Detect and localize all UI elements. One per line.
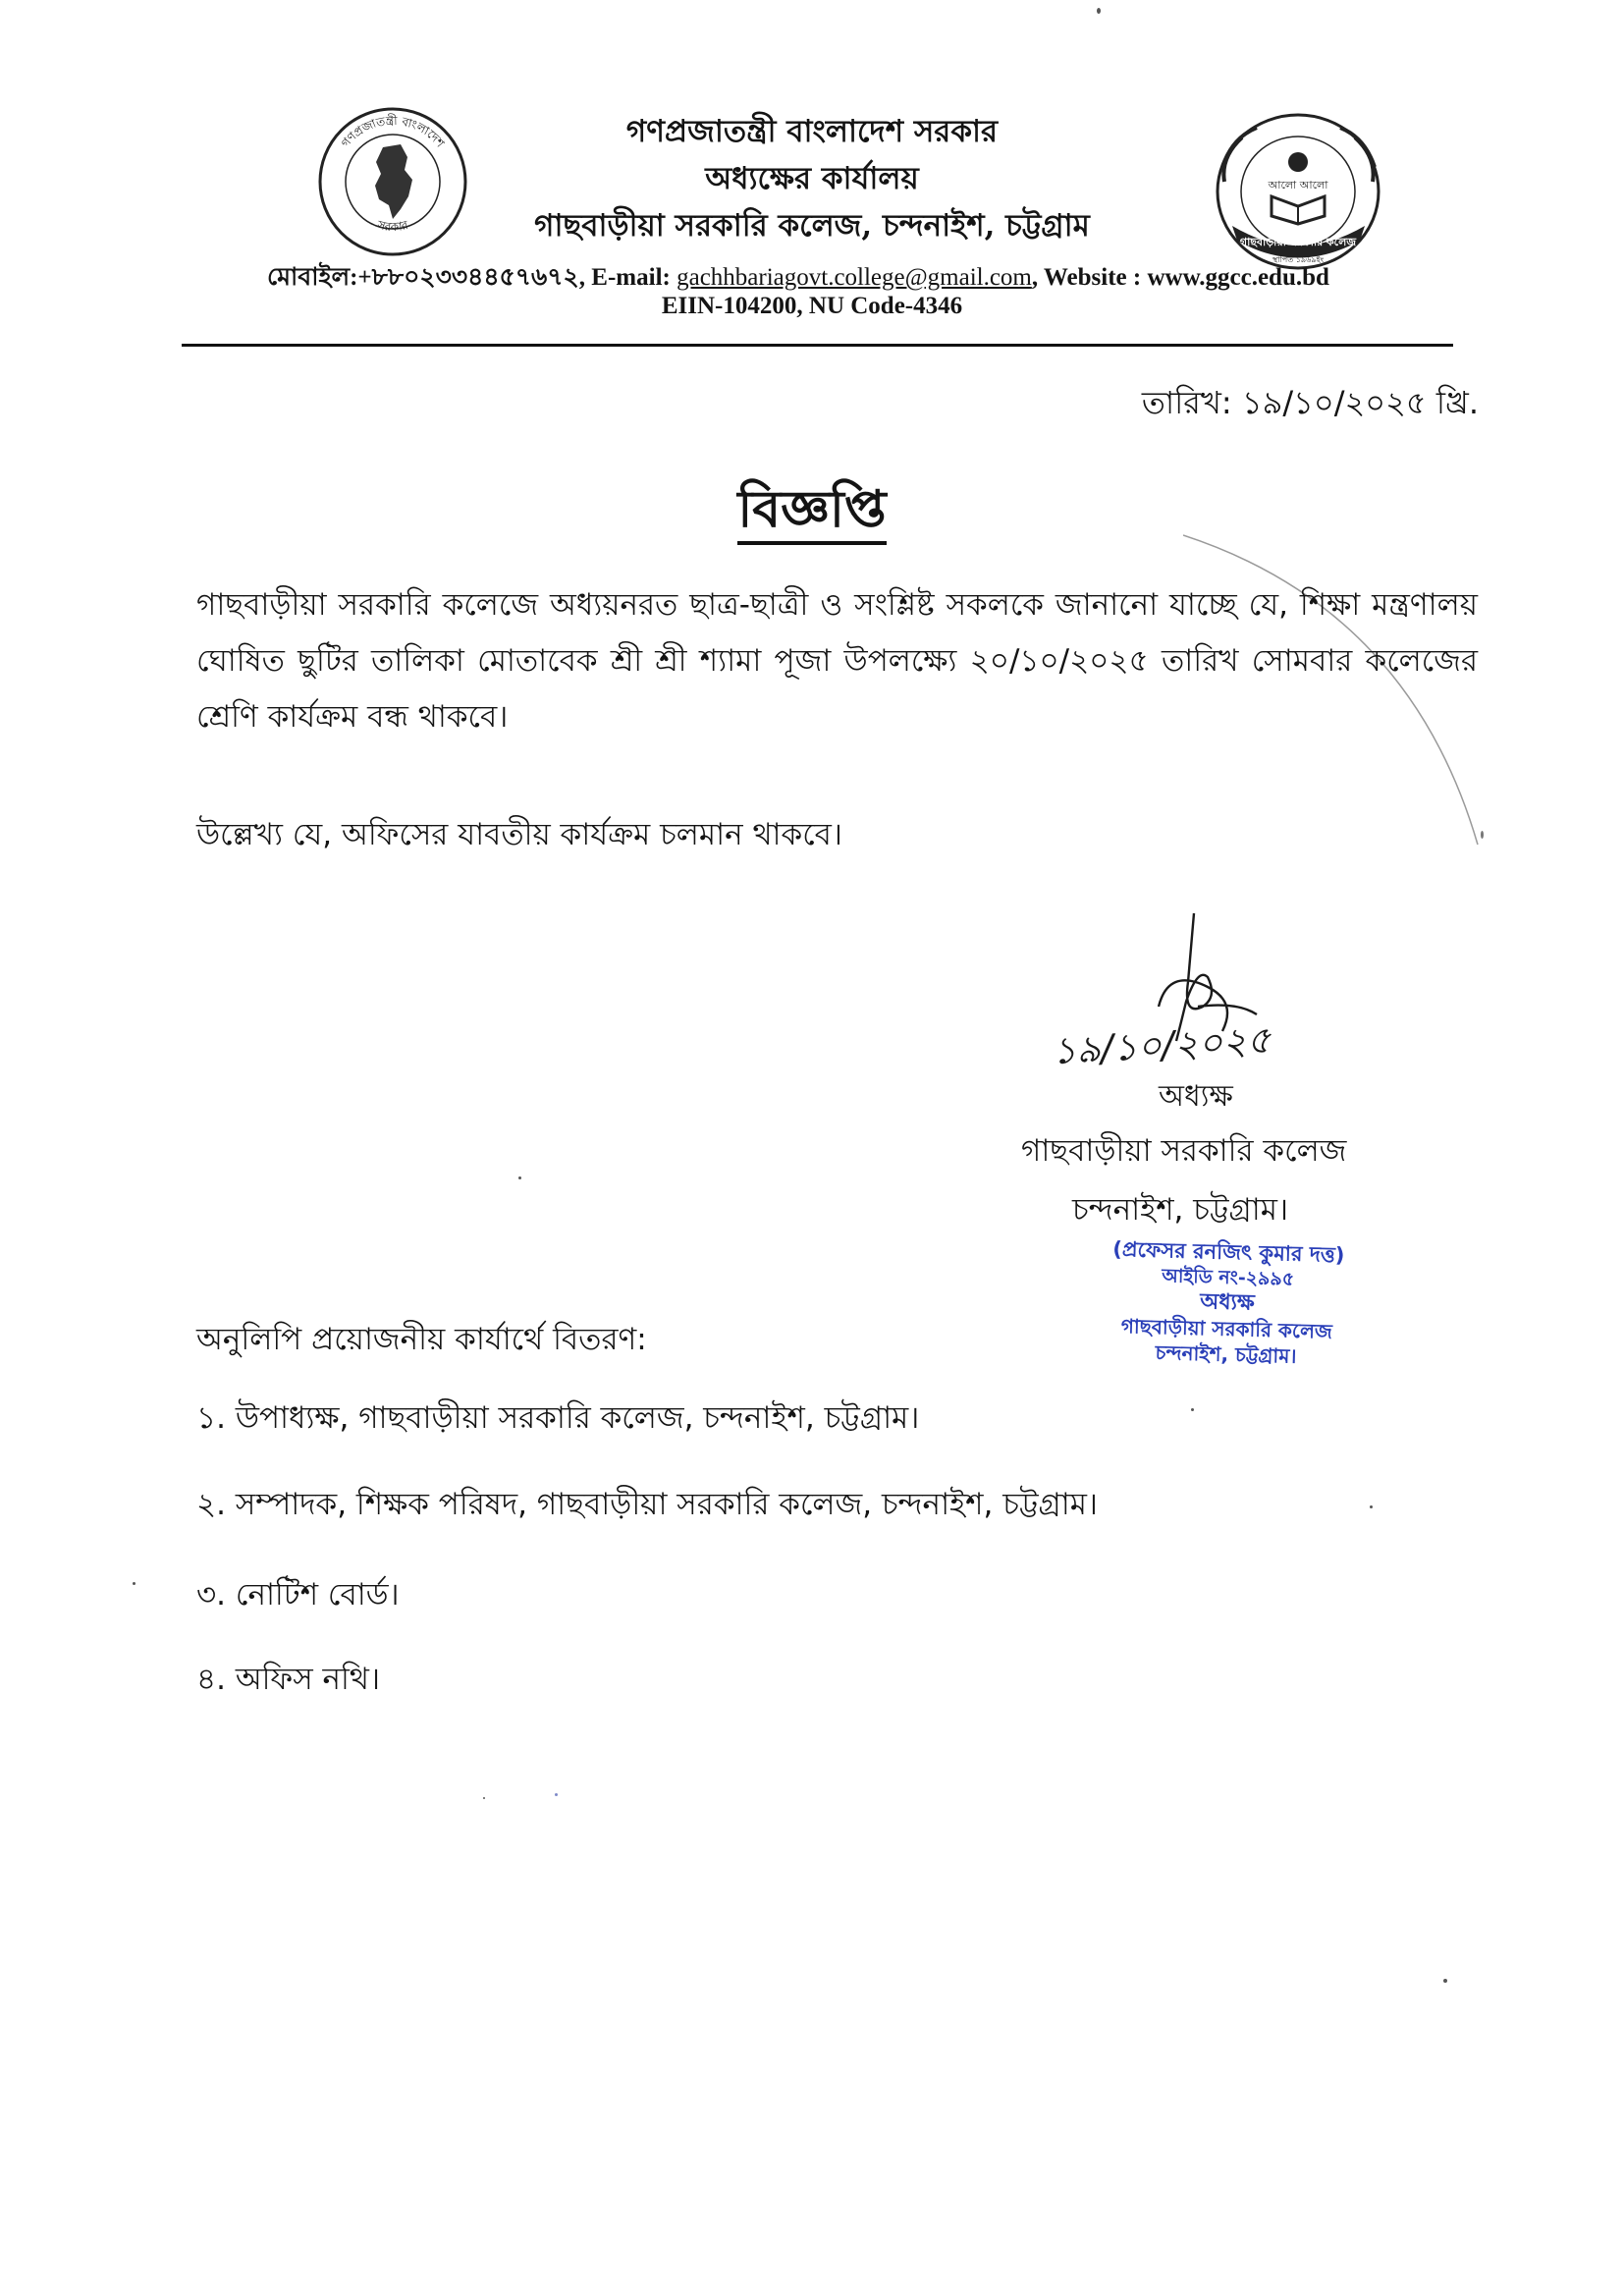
email-link[interactable]: gachhbariagovt.college@gmail.com bbox=[677, 264, 1032, 291]
sun-icon bbox=[1288, 152, 1308, 172]
scan-speck bbox=[133, 1582, 135, 1585]
government-name: গণপ্রজাতন্ত্রী বাংলাদেশ সরকার bbox=[625, 114, 999, 149]
list-item: ৪. অফিস নথি। bbox=[196, 1662, 381, 1697]
notice-date: তারিখ: ১৯/১০/২০২৫ খ্রি. bbox=[1141, 384, 1479, 421]
svg-text:গণপ্রজাতন্ত্রী বাংলাদেশ: গণপ্রজাতন্ত্রী বাংলাদেশ bbox=[338, 113, 448, 150]
scan-speck bbox=[1097, 8, 1101, 14]
svg-text:সরকার: সরকার bbox=[375, 217, 410, 235]
stamp-id: আইডি নং-২৯৯৫ bbox=[1161, 1265, 1295, 1290]
notice-note: উল্লেখ্য যে, অফিসের যাবতীয় কার্যক্রম চলমান থাকবে। bbox=[196, 817, 843, 852]
scan-speck bbox=[1191, 1408, 1194, 1411]
signature-date: ১৯/১০/২০২৫ bbox=[1051, 1017, 1272, 1073]
copies-heading: অনুলিপি প্রয়োজনীয় কার্যার্থে বিতরণ: bbox=[196, 1322, 647, 1357]
college-logo bbox=[1213, 108, 1384, 275]
svg-text:আলো আলো: আলো আলো bbox=[1268, 179, 1328, 191]
list-item: ১. উপাধ্যক্ষ, গাছবাড়ীয়া সরকারি কলেজ, চন্দনাইশ, চট্টগ্রাম। bbox=[196, 1400, 920, 1436]
header-divider bbox=[182, 344, 1453, 347]
website-text: , Website : www.ggcc.edu.bd bbox=[1031, 264, 1329, 291]
contact-mobile: মোবাইল:+৮৮০২৩৩৪৪৫৭৬৭২, bbox=[267, 264, 586, 291]
notice-title-text: বিজ্ঞপ্তি bbox=[737, 480, 886, 545]
stamp-place: চন্দনাইশ, চট্টগ্রাম। bbox=[1155, 1340, 1297, 1368]
eiin-code: EIIN-104200, NU Code-4346 bbox=[661, 293, 963, 319]
notice-body-paragraph: গাছবাড়ীয়া সরকারি কলেজে অধ্যয়নরত ছাত্র-ছাত্রী ও সংশ্লিষ্ট সকলকে জানানো যাচ্ছে যে, শিক্ষা মন্ত্রণালয় ঘোষিত ছুটির তালিকা মোতাবেক শ্রী শ্রী শ্যামা পূজা উপলক্ষ্যে ২০/১০/২০২৫ তারিখ সোমবার কলেজের শ্রেণি কার্যক্রম বন্ধ থাকবে। bbox=[196, 587, 1478, 735]
office-name: অধ্যক্ষের কার্যালয় bbox=[705, 161, 919, 196]
signatory-title: অধ্যক্ষ bbox=[1159, 1079, 1233, 1114]
signatory-place: চন্দনাইশ, চট্টগ্রাম। bbox=[1072, 1192, 1289, 1228]
scan-speck bbox=[1443, 1979, 1447, 1983]
stamp-designation: অধ্যক্ষ bbox=[1199, 1289, 1256, 1316]
list-item: ৩. নোটিশ বোর্ড। bbox=[196, 1577, 400, 1613]
official-stamp bbox=[1063, 1235, 1390, 1372]
svg-text:গাছবাড়ীয়া সরকারি কলেজ: গাছবাড়ীয়া সরকারি কলেজ bbox=[1239, 236, 1357, 248]
scan-speck bbox=[1370, 1505, 1373, 1508]
scan-speck bbox=[555, 1793, 558, 1796]
scan-speck bbox=[518, 1176, 521, 1179]
copies-list bbox=[196, 1394, 1098, 1742]
scan-speck bbox=[1481, 831, 1484, 839]
stamp-name: (প্রফেসর রনজিৎ কুমার দত্ত) bbox=[1111, 1236, 1345, 1268]
college-name: গাছবাড়ীয়া সরকারি কলেজ, চন্দনাইশ, চট্টগ্রাম bbox=[534, 208, 1090, 244]
list-item: ২. সম্পাদক, শিক্ষক পরিষদ, গাছবাড়ীয়া সরকারি কলেজ, চন্দনাইশ, চট্টগ্রাম। bbox=[196, 1487, 1099, 1522]
stamp-college: গাছবাড়ীয়া সরকারি কলেজ bbox=[1120, 1314, 1333, 1343]
svg-text:স্থাপিত ১৯৬৯ইং: স্থাপিত ১৯৬৯ইং bbox=[1272, 255, 1325, 264]
scan-speck bbox=[483, 1797, 485, 1799]
signatory-college: গাছবাড়ীয়া সরকারি কলেজ bbox=[1021, 1133, 1347, 1169]
email-label: E-mail: bbox=[585, 264, 677, 291]
